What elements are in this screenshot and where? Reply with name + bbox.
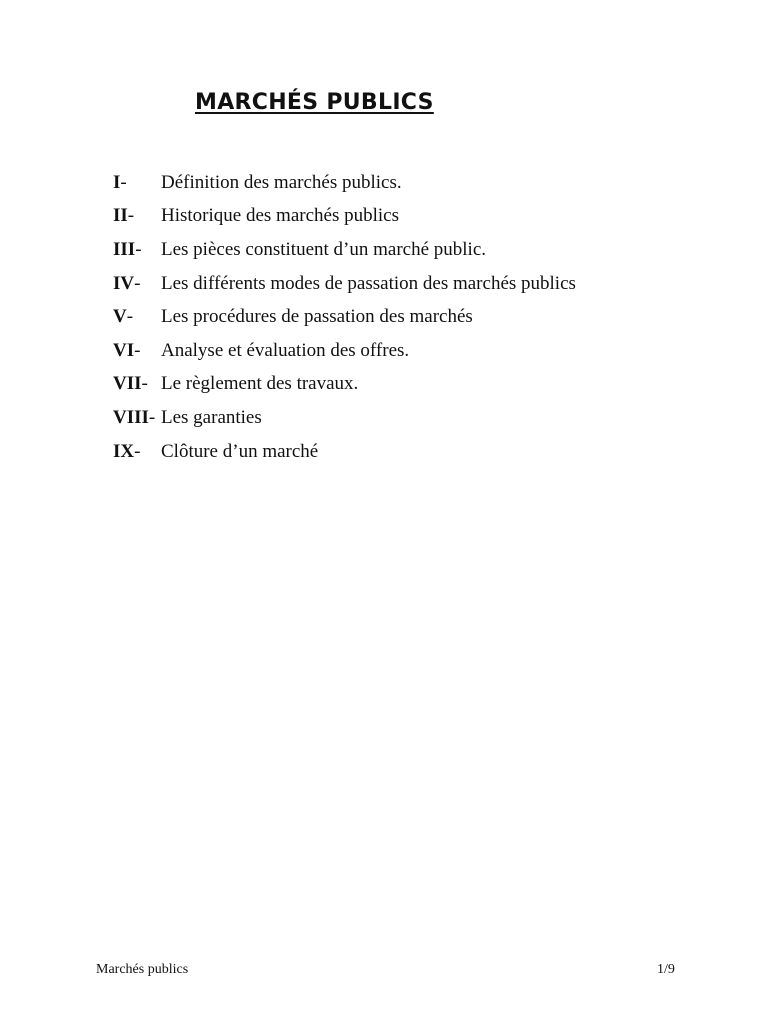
toc-numeral bbox=[113, 441, 161, 463]
toc-item-text: Historique des marchés publics bbox=[161, 205, 399, 227]
toc-separator: - bbox=[148, 406, 156, 428]
toc-item-7 bbox=[113, 368, 576, 402]
toc-item-4 bbox=[113, 267, 576, 301]
page-number: 1/9 bbox=[657, 962, 675, 977]
toc-item-text: Les pièces constituent d’un marché public. bbox=[161, 238, 487, 260]
toc-numeral bbox=[113, 340, 161, 362]
toc-numeral-value: II bbox=[113, 205, 128, 227]
toc-item-text: Définition des marchés publics. bbox=[161, 171, 402, 193]
toc-numeral bbox=[113, 306, 161, 328]
toc-numeral bbox=[113, 273, 161, 295]
toc-separator: - bbox=[126, 306, 134, 328]
toc-numeral-value: I bbox=[113, 171, 121, 193]
toc-item-3 bbox=[113, 233, 576, 267]
toc-numeral-value: IX bbox=[113, 440, 135, 462]
toc-item-5 bbox=[113, 300, 576, 334]
toc-numeral-value: VI bbox=[113, 339, 135, 361]
toc-numeral bbox=[113, 205, 161, 227]
toc-numeral-value: III bbox=[113, 238, 136, 260]
toc-numeral bbox=[113, 172, 161, 194]
toc-item-6 bbox=[113, 334, 576, 368]
toc-numeral-value: V bbox=[113, 306, 127, 328]
toc-item-text: Le règlement des travaux. bbox=[161, 373, 359, 395]
toc-numeral bbox=[113, 373, 161, 395]
toc-numeral-value: VII bbox=[113, 373, 142, 395]
table-of-contents bbox=[113, 166, 576, 468]
toc-separator: - bbox=[141, 373, 148, 395]
toc-numeral-value: VIII bbox=[113, 406, 149, 428]
toc-numeral bbox=[113, 239, 161, 261]
toc-separator: - bbox=[135, 238, 142, 260]
toc-item-1 bbox=[113, 166, 576, 200]
footer-document-name: Marchés publics bbox=[96, 962, 189, 977]
toc-item-text: Clôture d’un marché bbox=[161, 440, 319, 462]
toc-separator: - bbox=[134, 339, 141, 361]
toc-numeral bbox=[113, 407, 161, 429]
toc-separator: - bbox=[134, 440, 141, 462]
toc-item-2 bbox=[113, 200, 576, 234]
toc-item-8 bbox=[113, 401, 576, 435]
toc-item-text: Les procédures de passation des marchés bbox=[161, 306, 473, 328]
toc-separator: - bbox=[127, 205, 135, 227]
toc-item-text: Les garanties bbox=[161, 406, 262, 428]
toc-item-text: Analyse et évaluation des offres. bbox=[161, 339, 410, 361]
toc-item-9 bbox=[113, 435, 576, 469]
toc-item-text: Les différents modes de passation des marchés publics bbox=[161, 272, 576, 294]
toc-separator: - bbox=[134, 272, 141, 294]
toc-separator: - bbox=[120, 171, 127, 193]
document-title: MARCHÉS PUBLICS bbox=[195, 90, 434, 115]
toc-numeral-value: IV bbox=[113, 272, 135, 294]
